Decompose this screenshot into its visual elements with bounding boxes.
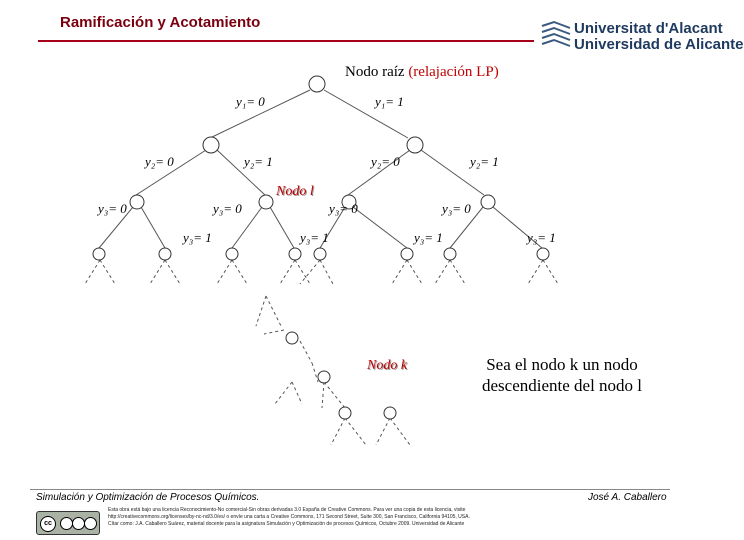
branch-label-y3-one: y₃= 1 [300, 230, 329, 245]
logo-text-valencian: Universitat d'Alacant [574, 20, 723, 37]
tree-node [203, 137, 219, 153]
tree-node [407, 137, 423, 153]
license-text [108, 507, 668, 528]
tree-node [481, 195, 495, 209]
branch-label-y3-one: y₃= 1 [414, 230, 443, 245]
branch-label-y2: y₂= 0 [371, 154, 400, 169]
branch-label-y1-1: y₁= 1 [375, 94, 404, 109]
node-k-label: Nodo k [367, 358, 408, 373]
slide-title: Ramificación y Acotamiento [60, 14, 261, 31]
creative-commons-badge-icon [36, 511, 100, 535]
branch-label-y2: y₂= 1 [470, 154, 499, 169]
description-text: Sea el nodo k un nodo descendiente del nodo l [481, 355, 643, 395]
license-line: Esta obra está bajo una licencia Reconocimiento-No comercial-Sin obras derivadas 3.0 España de Creative Commons. Para ver una copia de esta licencia, visite [108, 507, 466, 513]
tree-node-root [309, 76, 325, 92]
tree-node [93, 248, 105, 260]
cc-nd-icon [84, 517, 97, 530]
cc-badge-text: cc [40, 516, 56, 532]
node-l-label: Nodo l [276, 184, 314, 199]
branch-label-y2: y₂= 0 [145, 154, 174, 169]
branch-label-y3-zero: y₃= 0 [329, 201, 358, 216]
root-node-label [345, 64, 499, 81]
tree-node [444, 248, 456, 260]
tree-node [384, 407, 396, 419]
footer-rule [30, 489, 670, 490]
tree-node [286, 332, 298, 344]
branch-label-y3-one: y₃= 1 [183, 230, 212, 245]
tree-node [537, 248, 549, 260]
branch-label-y3-zero: y₃= 0 [442, 201, 471, 216]
branch-label-y3-zero: y₃= 0 [98, 201, 127, 216]
tree-node [226, 248, 238, 260]
tree-node [314, 248, 326, 260]
tree-node-l [259, 195, 273, 209]
tree-node [130, 195, 144, 209]
root-node-relaxation: (relajación LP) [408, 64, 499, 80]
tree-node [401, 248, 413, 260]
logo-text-spanish: Universidad de Alicante [574, 36, 744, 53]
tree-node-k [318, 371, 330, 383]
license-line: Cítar como: J.A. Caballero Suárez, material docente para la asignatura Simulación y Optimización de procesos Químicos, Octubre 2009. Universidad de Alicante [108, 521, 465, 527]
branch-label-y1-0: y₁= 0 [236, 94, 265, 109]
branch-label-y2: y₂= 1 [244, 154, 273, 169]
tree-node [339, 407, 351, 419]
footer-course-title: Simulación y Optimización de Procesos Químicos. [36, 492, 260, 503]
root-node-name: Nodo raíz [345, 64, 405, 80]
license-line: http://creativecommons.org/licenses/by-nc-nd/3.0/es/ o envíe una carta a Creative Commons, 171 Second Street, Suite 300, San Francisco, California 94105, USA. [108, 514, 470, 520]
branch-label-y3-zero: y₃= 0 [213, 201, 242, 216]
footer-author: José A. Caballero [588, 492, 667, 503]
branch-label-y3-one: y₃= 1 [527, 230, 556, 245]
tree-node [289, 248, 301, 260]
tree-node [159, 248, 171, 260]
